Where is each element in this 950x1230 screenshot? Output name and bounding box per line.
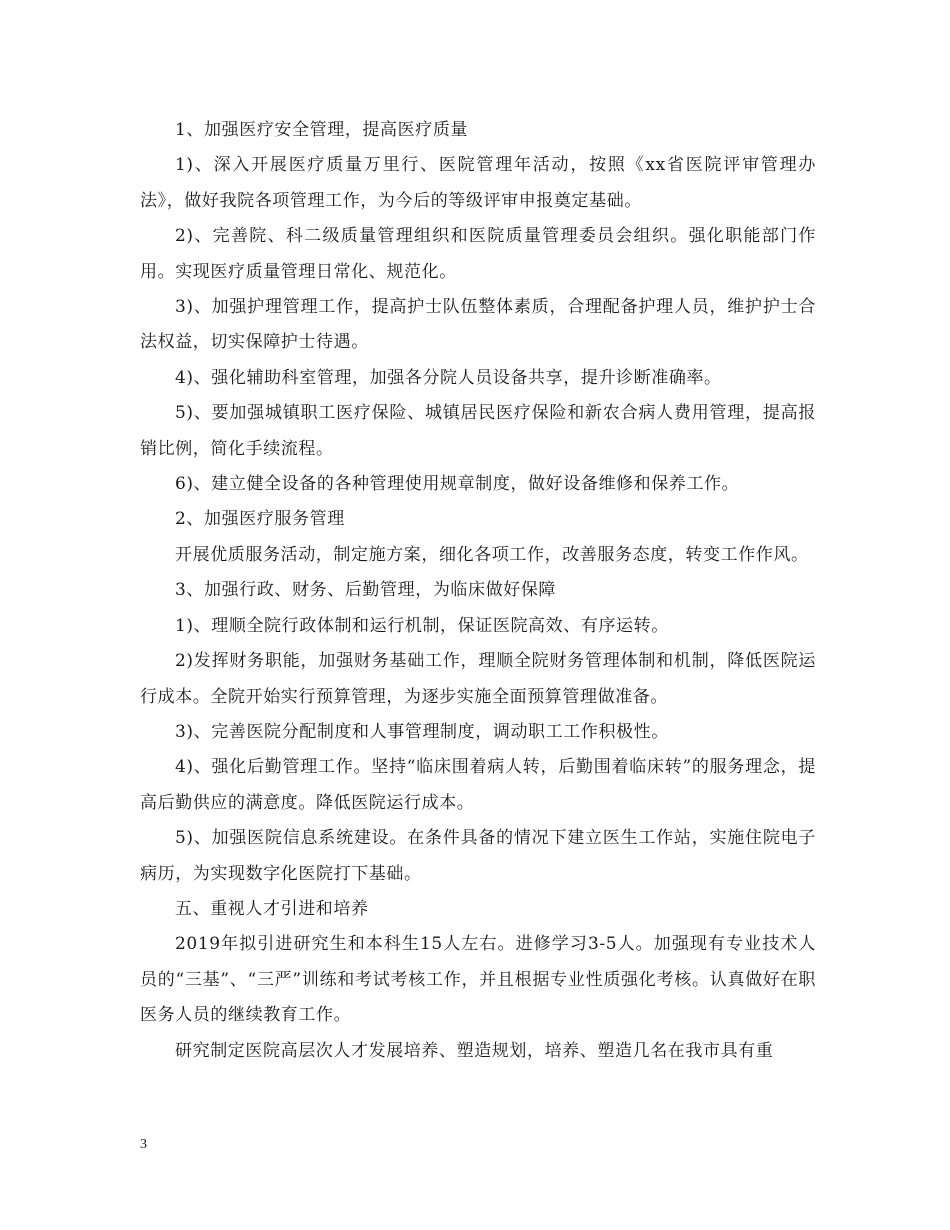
paragraph: 5)、加强医院信息系统建设。在条件具备的情况下建立医生工作站，实施住院电子病历，为实现数字化医院打下基础。 [140,828,816,884]
paragraph: 开展优质服务活动，制定施方案，细化各项工作，改善服务态度，转变工作作风。 [175,544,809,565]
paragraph: 6)、建立健全设备的各种管理使用规章制度，做好设备维修和保养工作。 [175,474,740,495]
heading-medical-service: 2、加强医疗服务管理 [175,509,345,530]
paragraph: 研究制定医院高层次人才发展培养、塑造规划，培养、塑造几名在我市具有重 [175,1040,774,1061]
page-number: 3 [140,1137,147,1152]
document-body [140,113,816,1069]
paragraph: 2019年拟引进研究生和本科生15人左右。进修学习3-5人。加强现有专业技术人员的“三基”、“三严”训练和考试考核工作，并且根据专业性质强化考核。认真做好在职医务人员的继续教育工作。 [140,934,816,1026]
paragraph: 2)发挥财务职能，加强财务基础工作，理顺全院财务管理体制和机制，降低医院运行成本。全院开始实行预算管理，为逐步实施全面预算管理做准备。 [140,651,816,707]
heading-admin-finance-logistics: 3、加强行政、财务、后勤管理，为临床做好保障 [175,580,557,601]
paragraph: 5)、要加强城镇职工医疗保险、城镇居民医疗保险和新农合病人费用管理，提高报销比例，简化手续流程。 [140,403,816,459]
paragraph: 4)、强化辅助科室管理，加强各分院人员设备共享，提升诊断准确率。 [175,367,722,388]
paragraph: 1)、理顺全院行政体制和运行机制，保证医院高效、有序运转。 [175,615,669,636]
paragraph: 3)、完善医院分配制度和人事管理制度，调动职工工作积极性。 [175,721,669,742]
heading-talent: 五、重视人才引进和培养 [175,898,369,919]
paragraph: 3)、加强护理管理工作，提高护士队伍整体素质，合理配备护理人员，维护护士合法权益，切实保障护士待遇。 [140,297,816,353]
heading-medical-safety: 1、加强医疗安全管理，提高医疗质量 [175,120,469,140]
paragraph: 4)、强化后勤管理工作。坚持“临床围着病人转，后勤围着临床转”的服务理念，提高后勤供应的满意度。降低医院运行成本。 [140,757,816,813]
paragraph: 2)、完善院、科二级质量管理组织和医院质量管理委员会组织。强化职能部门作用。实现医疗质量管理日常化、规范化。 [140,226,816,282]
paragraph: 1)、深入开展医疗质量万里行、医院管理年活动，按照《xx省医院评审管理办法》，做好我院各项管理工作，为今后的等级评审申报奠定基础。 [140,155,816,211]
